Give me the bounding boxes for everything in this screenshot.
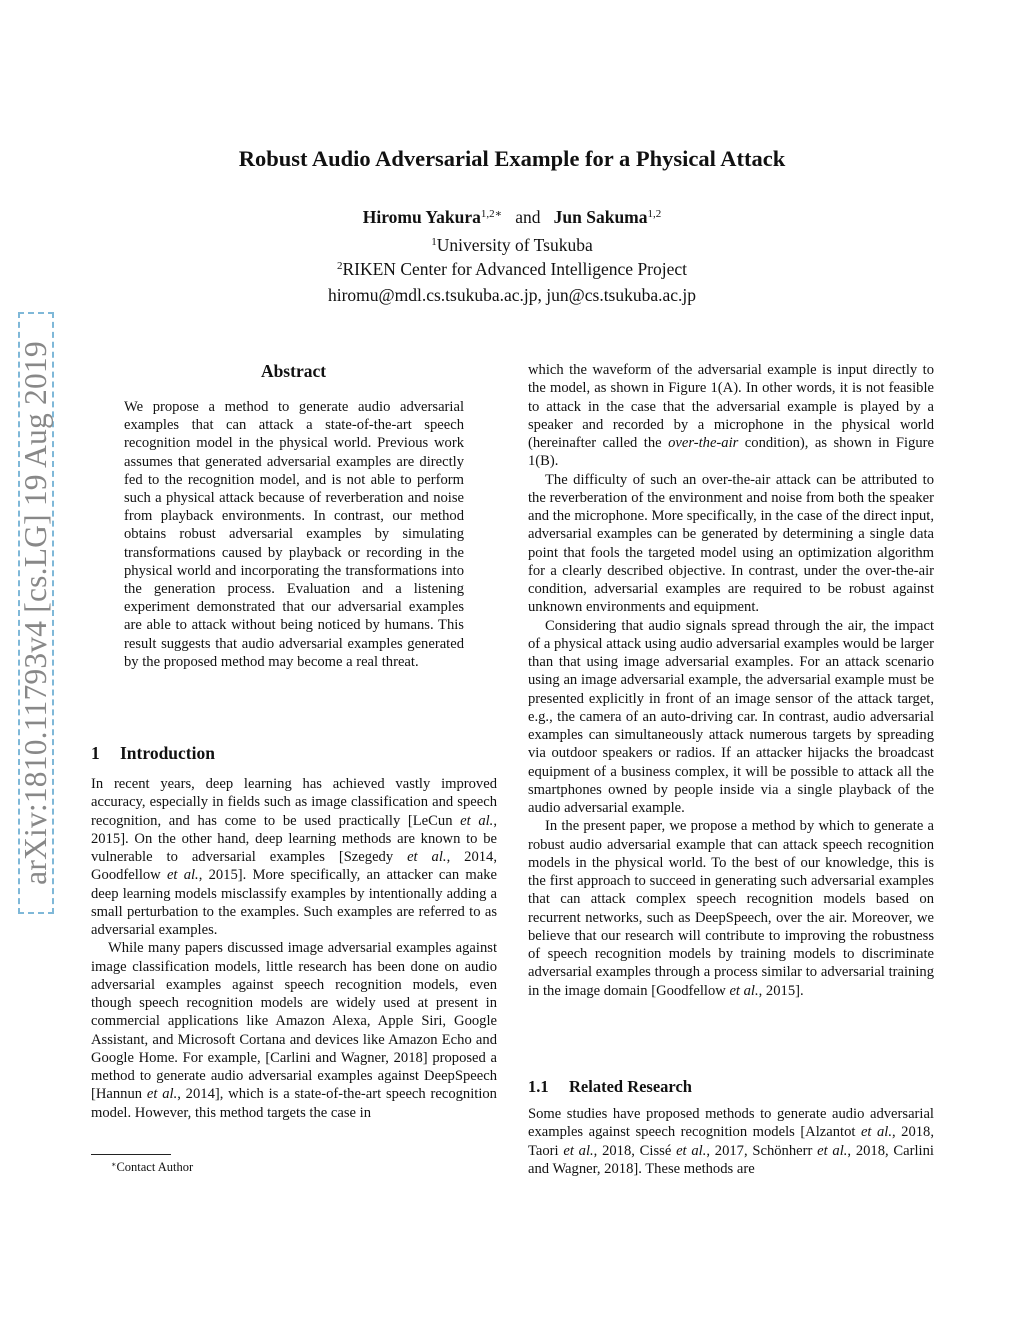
subsection-number: 1.1 (528, 1077, 549, 1096)
paper-title: Robust Audio Adversarial Example for a Physical Attack (238, 146, 786, 171)
related-paragraph-1: Some studies have proposed methods to generate audio adversarial examples against speech recognition models [Alzantot et al., 2018, Taori et al., 2018, Cissé et al., 2017, Schönherr et al., 2018, Carlini and Wagner, 2018]. These methods are (528, 1106, 934, 1177)
affiliation-1 (120, 235, 904, 256)
intro-paragraph-3: which the waveform of the adversarial example is input directly to the model, as shown in Figure 1(A). In other words, it is not feasible to attack in the case that the adversarial example is played by a speaker and recorded by a microphone in the physical world (hereinafter called the over-the-air condition), as shown in Figure 1(B). (528, 362, 934, 470)
author-name: Jun Sakuma (553, 207, 648, 227)
footnote-mark: ∗ (111, 1160, 117, 1169)
subsection-heading-related-research (528, 1077, 692, 1097)
section-title: Introduction (120, 743, 215, 763)
author-affiliation-marks: 1,2∗ (480, 208, 503, 220)
affiliation-text: University of Tsukuba (436, 235, 593, 255)
footnote (111, 1160, 193, 1175)
affiliation-2 (120, 259, 904, 280)
intro-paragraph-5: Considering that audio signals spread through the air, the impact of a physical attack using audio adversarial examples would be larger than that using image adversarial examples. For an attack scenario using an image adversarial example, the adversarial example must be presented explicitly in front of an image sensor of the attack target, e.g., the camera of an auto-driving car. In contrast, audio adversarial examples can simultaneously attack numerous targets by spreading via outdoor speakers or radios. If an attacker hijacks the broadcast equipment of a business complex, it will be possible to attack all the smartphones owned by people inside via a single playback of the audio adversarial example. (528, 617, 934, 816)
section-number: 1 (91, 743, 100, 763)
author-connector: and (515, 207, 541, 227)
abstract-heading: Abstract (260, 361, 327, 381)
subsection-title: Related Research (569, 1077, 692, 1096)
related-research-body (528, 1105, 934, 1178)
left-column-body (91, 775, 497, 1122)
author-affiliation-marks: 1,2 (647, 208, 662, 220)
abstract-body: We propose a method to generate audio adversarial examples that can attack a state-of-the-art speech recognition model in the physical world. Previous work assumes that generated adversarial examples are directly fed to the recognition model, and is not able to perform such a physical attack because of reverberation and noise from playback environments. In contrast, our method obtains robust adversarial examples by simulating transformations caused by playback or recording in the physical world and incorporating the transformations into the generation process. Evaluation and a listening experiment demonstrated that our adversarial examples are able to attack without being noticed by humans. This result suggests that audio adversarial examples generated by the proposed method may become a real threat. (124, 399, 464, 670)
footnote-rule (91, 1154, 171, 1155)
affiliation-text: RIKEN Center for Advanced Intelligence Project (342, 259, 688, 279)
author-emails[interactable]: hiromu@mdl.cs.tsukuba.ac.jp, jun@cs.tsukuba.ac.jp (327, 285, 697, 305)
author-line (120, 207, 904, 228)
intro-paragraph-2: While many papers discussed image adversarial examples against image classification models, little research has been done on audio adversarial examples against speech recognition models, even though speech recognition models are widely used at present in commercial applications like Amazon Alexa, Apple Siri, Google Assistant, and Microsoft Cortana and devices like Amazon Echo and Google Home. For example, [Carlini and Wagner, 2018] proposed a method to generate audio adversarial examples against DeepSpeech [Hannun et al., 2014], which is a state-of-the-art speech recognition model. However, this method targets the case in (91, 940, 497, 1121)
affiliation-mark: 1 (431, 236, 437, 248)
affiliation-mark: 2 (336, 260, 343, 272)
right-column-body (528, 361, 934, 1000)
arxiv-sidebar (14, 312, 58, 914)
intro-paragraph-1: In recent years, deep learning has achieved vastly improved accuracy, especially in fields such as image classification and speech recognition, and has come to be used practically [LeCun et al., 2015]. On the other hand, deep learning methods are known to be vulnerable to adversarial examples [Szegedy et al., 2014, Goodfellow et al., 2015]. More specifically, an attacker can make deep learning models misclassify examples by intentionally adding a small perturbation to the examples. Such examples are referred to as adversarial examples. (91, 776, 497, 938)
intro-paragraph-4: The difficulty of such an over-the-air attack can be attributed to the reverberation of the environment and noise from both the speaker and the microphone. More specifically, in the case of the direct input, adversarial examples can be generated by determining a single data point that fools the targeted model using an optimization algorithm for a clearly described objective. In contrast, under the over-the-air condition, adversarial examples are required to be robust against unknown environments and equipment. (528, 471, 934, 616)
arxiv-identifier[interactable]: arXiv:1810.11793v4 [cs.LG] 19 Aug 2019 (18, 341, 53, 885)
footnote-text: Contact Author (116, 1160, 194, 1174)
section-heading-introduction (91, 743, 215, 764)
intro-paragraph-6: In the present paper, we propose a method by which to generate a robust audio adversarial example that can attack speech recognition models in the physical world. To the best of our knowledge, this is the first approach to succeed in generating such adversarial examples that can attack complex speech recognition models based on recurrent networks, such as DeepSpeech, over the air. Moreover, we believe that our research will contribute to improving the robustness of speech recognition models by training models to discriminate adversarial examples through a process similar to adversarial training in the image domain [Goodfellow et al., 2015]. (528, 818, 934, 999)
author-name: Hiromu Yakura (362, 207, 481, 227)
